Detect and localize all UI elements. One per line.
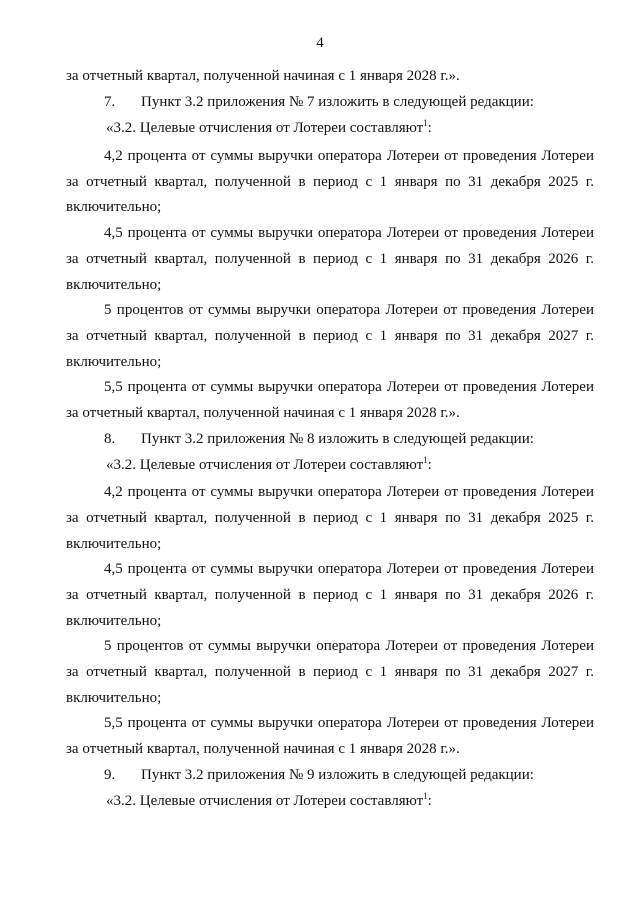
colon: : [427, 793, 432, 809]
quote-heading [106, 792, 432, 810]
text-line: за отчетный квартал, полученной в период с 1 января по 31 декабря 2026 г. [66, 587, 594, 603]
text-line: за отчетный квартал, полученной в период с 1 января по 31 декабря 2026 г. [66, 251, 594, 267]
text-line: 5,5 процента от суммы выручки оператора Лотереи от проведения Лотереи [104, 715, 594, 731]
text-line: 4,5 процента от суммы выручки оператора Лотереи от проведения Лотереи [104, 225, 594, 241]
quote-text: «3.2. Целевые отчисления от Лотереи составляют [106, 120, 424, 136]
text-line: включительно; [66, 536, 162, 552]
text-line: за отчетный квартал, полученной начиная с 1 января 2028 г.». [66, 68, 460, 84]
colon: : [427, 457, 432, 473]
quote-text: «3.2. Целевые отчисления от Лотереи составляют [106, 793, 424, 809]
quote-heading [106, 456, 432, 474]
text-line: за отчетный квартал, полученной начиная с 1 января 2028 г.». [66, 405, 460, 421]
text-line: за отчетный квартал, полученной в период с 1 января по 31 декабря 2027 г. [66, 664, 594, 680]
text-line: включительно; [66, 690, 162, 706]
item-text: Пункт 3.2 приложения № 7 изложить в следующей редакции: [141, 94, 534, 110]
item-text: Пункт 3.2 приложения № 9 изложить в следующей редакции: [141, 767, 534, 783]
footnote-mark: 1 [423, 791, 428, 801]
text-line: за отчетный квартал, полученной в период с 1 января по 31 декабря 2027 г. [66, 328, 594, 344]
page-number: 4 [316, 35, 324, 51]
text-line: 5 процентов от суммы выручки оператора Лотереи от проведения Лотереи [104, 302, 594, 318]
text-line: включительно; [66, 354, 162, 370]
text-line: включительно; [66, 199, 162, 215]
text-line: за отчетный квартал, полученной в период с 1 января по 31 декабря 2025 г. [66, 510, 594, 526]
item-number: 9. [104, 767, 116, 783]
text-line: включительно; [66, 613, 162, 629]
quote-heading [106, 119, 432, 137]
item-number: 8. [104, 431, 116, 447]
text-line: 5 процентов от суммы выручки оператора Лотереи от проведения Лотереи [104, 638, 594, 654]
text-line: 5,5 процента от суммы выручки оператора Лотереи от проведения Лотереи [104, 379, 594, 395]
footnote-mark: 1 [423, 455, 428, 465]
footnote-mark: 1 [423, 118, 428, 128]
colon: : [427, 120, 432, 136]
text-line: за отчетный квартал, полученной начиная с 1 января 2028 г.». [66, 741, 460, 757]
text-line: за отчетный квартал, полученной в период с 1 января по 31 декабря 2025 г. [66, 174, 594, 190]
item-text: Пункт 3.2 приложения № 8 изложить в следующей редакции: [141, 431, 534, 447]
text-line: 4,2 процента от суммы выручки оператора Лотереи от проведения Лотереи [104, 148, 594, 164]
quote-text: «3.2. Целевые отчисления от Лотереи составляют [106, 457, 424, 473]
text-line: 4,5 процента от суммы выручки оператора Лотереи от проведения Лотереи [104, 561, 594, 577]
item-number: 7. [104, 94, 116, 110]
text-line: включительно; [66, 277, 162, 293]
text-line: 4,2 процента от суммы выручки оператора Лотереи от проведения Лотереи [104, 484, 594, 500]
